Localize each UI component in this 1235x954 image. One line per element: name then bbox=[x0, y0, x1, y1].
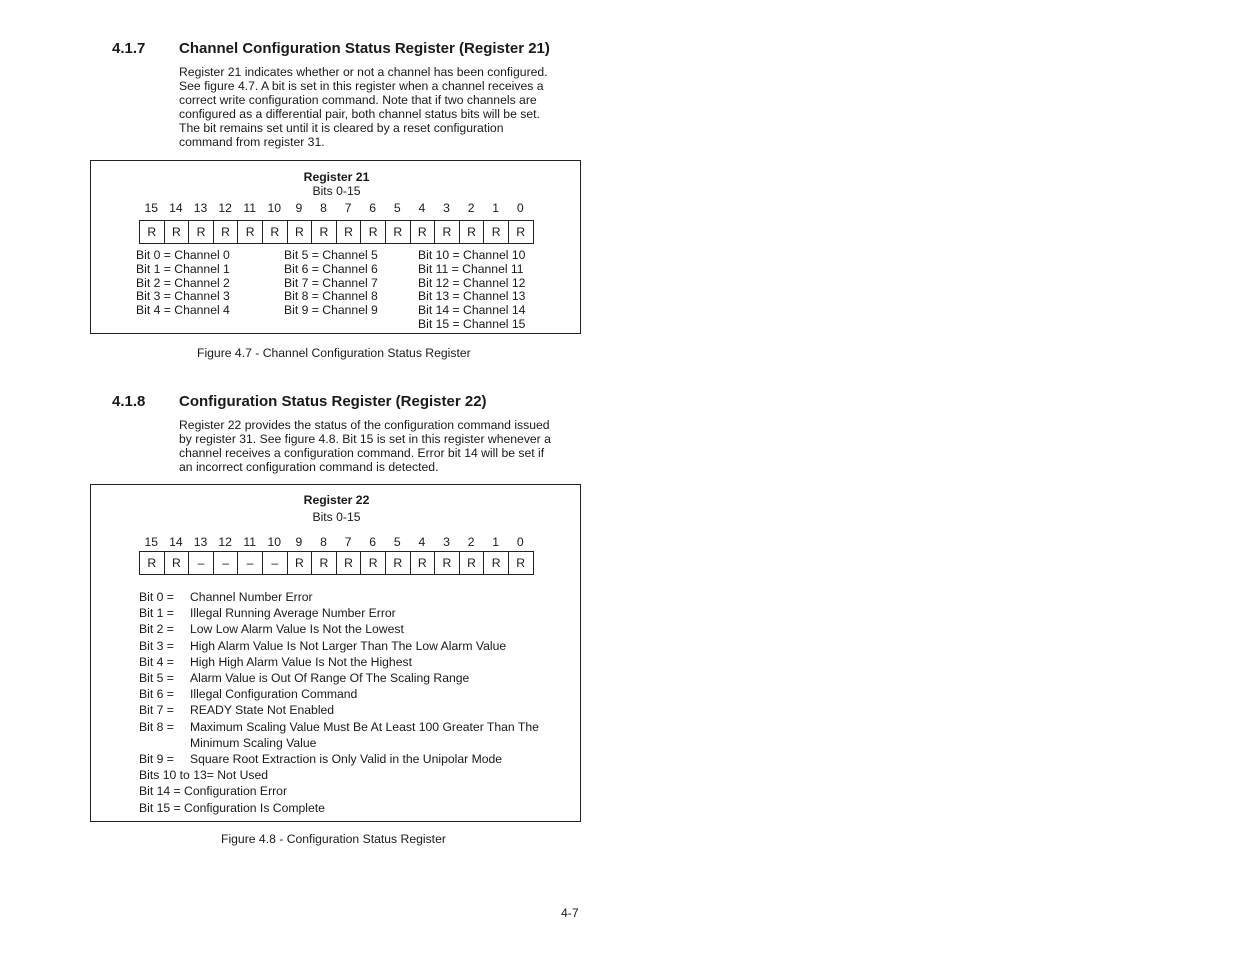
figure-caption-4-7: Figure 4.7 - Channel Configuration Status Register bbox=[197, 346, 471, 360]
register-cell: R bbox=[337, 552, 362, 574]
bit-label: Bit 7 = bbox=[139, 703, 174, 718]
bit-def: Bit 15 = Channel 15 bbox=[418, 316, 526, 331]
bit-label: Bit 0 = bbox=[139, 590, 174, 604]
bit-number: 5 bbox=[393, 535, 401, 549]
bit-number: 0 bbox=[516, 535, 524, 549]
register-cell: R bbox=[361, 221, 386, 243]
register-cell: R bbox=[509, 552, 534, 574]
bit-description: High High Alarm Value Is Not the Highest bbox=[190, 654, 412, 669]
bit-number: 2 bbox=[467, 535, 475, 549]
register-cell: R bbox=[140, 221, 165, 243]
bit-def-column-1 bbox=[136, 249, 230, 318]
bit-number: 3 bbox=[443, 535, 450, 549]
bit-definition-row bbox=[139, 686, 539, 702]
bit-description: Low Low Alarm Value Is Not the Lowest bbox=[190, 622, 404, 637]
bit-description: Minimum Scaling Value bbox=[190, 735, 317, 750]
bit-number: 14 bbox=[169, 201, 183, 215]
bit-def: Bit 2 = Channel 2 bbox=[136, 275, 230, 290]
bit-description: Channel Number Error bbox=[190, 590, 313, 604]
bit-label: Bit 8 = bbox=[139, 719, 174, 734]
bit-label: Bit 2 = bbox=[139, 622, 174, 637]
bit-number: 13 bbox=[193, 535, 208, 549]
paragraph-line: The bit remains set until it is cleared by a reset configuration bbox=[179, 121, 504, 135]
register-cell: R bbox=[189, 221, 214, 243]
register-cell-row bbox=[139, 551, 534, 575]
bit-label: Bit 4 = bbox=[139, 654, 174, 669]
register-cell: – bbox=[238, 552, 263, 574]
bit-definition-row bbox=[139, 621, 539, 637]
bit-def: Bit 5 = Channel 5 bbox=[284, 248, 378, 262]
paragraph-line: Register 21 indicates whether or not a channel has been configured. bbox=[179, 65, 548, 79]
bit-label bbox=[139, 735, 190, 751]
bit-number: 1 bbox=[492, 535, 500, 549]
bit-definition-row bbox=[139, 702, 539, 718]
bit-definition-row bbox=[139, 654, 539, 670]
figure-subtitle: Bits 0-15 bbox=[312, 510, 361, 524]
bit-def: Bit 1 = Channel 1 bbox=[136, 261, 230, 276]
bit-def: Bit 14 = Channel 14 bbox=[418, 303, 526, 318]
bit-definition-row bbox=[139, 670, 539, 686]
paragraph-line: correct write configuration command. Note that if two channels are bbox=[179, 93, 537, 107]
bit-definition-row bbox=[139, 605, 539, 621]
paragraph-line: configured as a differential pair, both channel status bits will be set. bbox=[179, 107, 540, 121]
bit-description: Maximum Scaling Value Must Be At Least 100 Greater Than The bbox=[190, 719, 539, 734]
bit-label: Bit 6 = bbox=[139, 687, 174, 702]
bit-number: 4 bbox=[418, 201, 426, 215]
bit-def: Bit 13 = Channel 13 bbox=[418, 289, 526, 304]
bit-def: Bit 10 = Channel 10 bbox=[418, 248, 526, 262]
section-title-4-1-7: Channel Configuration Status Register (Register 21) bbox=[179, 40, 550, 57]
bit-number: 5 bbox=[393, 201, 401, 215]
bit-number: 12 bbox=[218, 201, 232, 215]
paragraph-line: channel receives a configuration command. Error bit 14 will be set if bbox=[179, 446, 545, 460]
bit-definition-row: Bit 15 = Configuration Is Complete bbox=[139, 800, 325, 815]
bit-definition-list bbox=[139, 589, 539, 816]
bit-def: Bit 11 = Channel 11 bbox=[418, 261, 524, 276]
bit-def: Bit 4 = Channel 4 bbox=[136, 303, 230, 318]
bit-number: 8 bbox=[320, 535, 327, 549]
figure-title: Register 21 bbox=[303, 170, 370, 184]
bit-number: 9 bbox=[295, 535, 303, 549]
bit-number: 0 bbox=[516, 201, 524, 215]
figure-4-8-box bbox=[90, 484, 581, 822]
section-paragraph-4-1-8 bbox=[179, 418, 571, 474]
register-cell: – bbox=[189, 552, 214, 574]
section-paragraph-4-1-7 bbox=[179, 65, 571, 149]
register-cell: R bbox=[460, 552, 485, 574]
figure-4-7-box bbox=[90, 160, 581, 334]
paragraph-line: by register 31. See figure 4.8. Bit 15 is set in this register whenever a bbox=[179, 432, 551, 446]
register-cell: R bbox=[263, 221, 288, 243]
bit-def: Bit 3 = Channel 3 bbox=[136, 289, 230, 304]
bit-number: 11 bbox=[243, 201, 257, 215]
bit-number: 10 bbox=[267, 535, 282, 549]
bit-description: High Alarm Value Is Not Larger Than The Low Alarm Value bbox=[190, 638, 507, 653]
register-cell: R bbox=[312, 221, 337, 243]
bit-def: Bit 8 = Channel 8 bbox=[284, 289, 378, 304]
register-cell: R bbox=[165, 552, 190, 574]
register-cell-row bbox=[139, 220, 534, 244]
page-number: 4-7 bbox=[561, 906, 579, 920]
bit-definition-row bbox=[139, 735, 539, 751]
bit-number: 11 bbox=[243, 535, 257, 549]
bit-label: Bit 1 = bbox=[139, 606, 174, 621]
register-cell: R bbox=[411, 221, 436, 243]
bit-number: 13 bbox=[193, 201, 208, 215]
register-cell: – bbox=[214, 552, 239, 574]
bit-definition-row bbox=[139, 638, 539, 654]
paragraph-line: an incorrect configuration command is detected. bbox=[179, 460, 439, 474]
bit-number: 6 bbox=[369, 535, 377, 549]
bit-number: 6 bbox=[369, 201, 377, 215]
register-cell: R bbox=[140, 552, 165, 574]
bit-def: Bit 12 = Channel 12 bbox=[418, 275, 526, 290]
bit-description: Illegal Configuration Command bbox=[190, 687, 358, 702]
register-cell: R bbox=[435, 221, 460, 243]
bit-def-column-3 bbox=[418, 249, 525, 332]
bit-def: Bit 9 = Channel 9 bbox=[284, 303, 378, 318]
register-cell: R bbox=[288, 221, 313, 243]
register-cell: R bbox=[411, 552, 436, 574]
bit-number: 9 bbox=[295, 201, 303, 215]
bit-def: Bit 7 = Channel 7 bbox=[284, 275, 378, 290]
register-cell: R bbox=[312, 552, 337, 574]
paragraph-line: Register 22 provides the status of the configuration command issued bbox=[179, 418, 550, 432]
bit-description: Alarm Value is Out Of Range Of The Scaling Range bbox=[190, 671, 470, 686]
bit-number: 7 bbox=[344, 535, 352, 549]
register-cell: R bbox=[337, 221, 362, 243]
register-cell: R bbox=[484, 552, 509, 574]
register-cell: R bbox=[435, 552, 460, 574]
register-cell: R bbox=[386, 221, 411, 243]
bit-number: 15 bbox=[144, 535, 159, 549]
bit-definition-row: Bits 10 to 13= Not Used bbox=[139, 768, 269, 783]
bit-definition-row bbox=[139, 751, 539, 767]
bit-label: Bit 5 = bbox=[139, 671, 174, 686]
register-cell: – bbox=[263, 552, 288, 574]
bit-description: Square Root Extraction is Only Valid in the Unipolar Mode bbox=[190, 752, 503, 767]
bit-definition-row bbox=[139, 719, 539, 735]
section-number-4-1-8: 4.1.8 bbox=[112, 393, 146, 410]
section-title-4-1-8: Configuration Status Register (Register 22) bbox=[179, 393, 487, 410]
bit-description: Illegal Running Average Number Error bbox=[190, 606, 396, 621]
bit-number: 14 bbox=[169, 535, 183, 549]
register-cell: R bbox=[238, 221, 263, 243]
figure-caption-4-8: Figure 4.8 - Configuration Status Register bbox=[221, 832, 446, 846]
bit-def: Bit 6 = Channel 6 bbox=[284, 261, 378, 276]
bit-number: 1 bbox=[492, 201, 500, 215]
bit-def-column-2 bbox=[284, 249, 378, 318]
bit-number: 4 bbox=[418, 535, 426, 549]
bit-description: READY State Not Enabled bbox=[190, 703, 335, 718]
figure-title: Register 22 bbox=[303, 493, 370, 507]
paragraph-line: See figure 4.7. A bit is set in this register when a channel receives a bbox=[179, 79, 544, 93]
bit-number: 7 bbox=[344, 201, 352, 215]
bit-number: 12 bbox=[218, 535, 232, 549]
register-cell: R bbox=[386, 552, 411, 574]
register-cell: R bbox=[214, 221, 239, 243]
register-cell: R bbox=[509, 221, 534, 243]
bit-number: 3 bbox=[443, 201, 450, 215]
register-cell: R bbox=[484, 221, 509, 243]
bit-number: 8 bbox=[320, 201, 327, 215]
section-number-4-1-7: 4.1.7 bbox=[112, 40, 146, 57]
bit-number: 15 bbox=[144, 201, 159, 215]
bit-definition-row bbox=[139, 589, 539, 605]
register-cell: R bbox=[165, 221, 190, 243]
register-cell: R bbox=[460, 221, 485, 243]
paragraph-line: command from register 31. bbox=[179, 135, 325, 149]
bit-label: Bit 3 = bbox=[139, 638, 174, 653]
bit-def: Bit 0 = Channel 0 bbox=[136, 248, 230, 262]
figure-subtitle: Bits 0-15 bbox=[312, 184, 361, 198]
bit-number: 10 bbox=[267, 201, 282, 215]
bit-definition-row: Bit 14 = Configuration Error bbox=[139, 784, 288, 799]
register-cell: R bbox=[288, 552, 313, 574]
bit-number: 2 bbox=[467, 201, 475, 215]
bit-label: Bit 9 = bbox=[139, 752, 174, 767]
register-cell: R bbox=[361, 552, 386, 574]
